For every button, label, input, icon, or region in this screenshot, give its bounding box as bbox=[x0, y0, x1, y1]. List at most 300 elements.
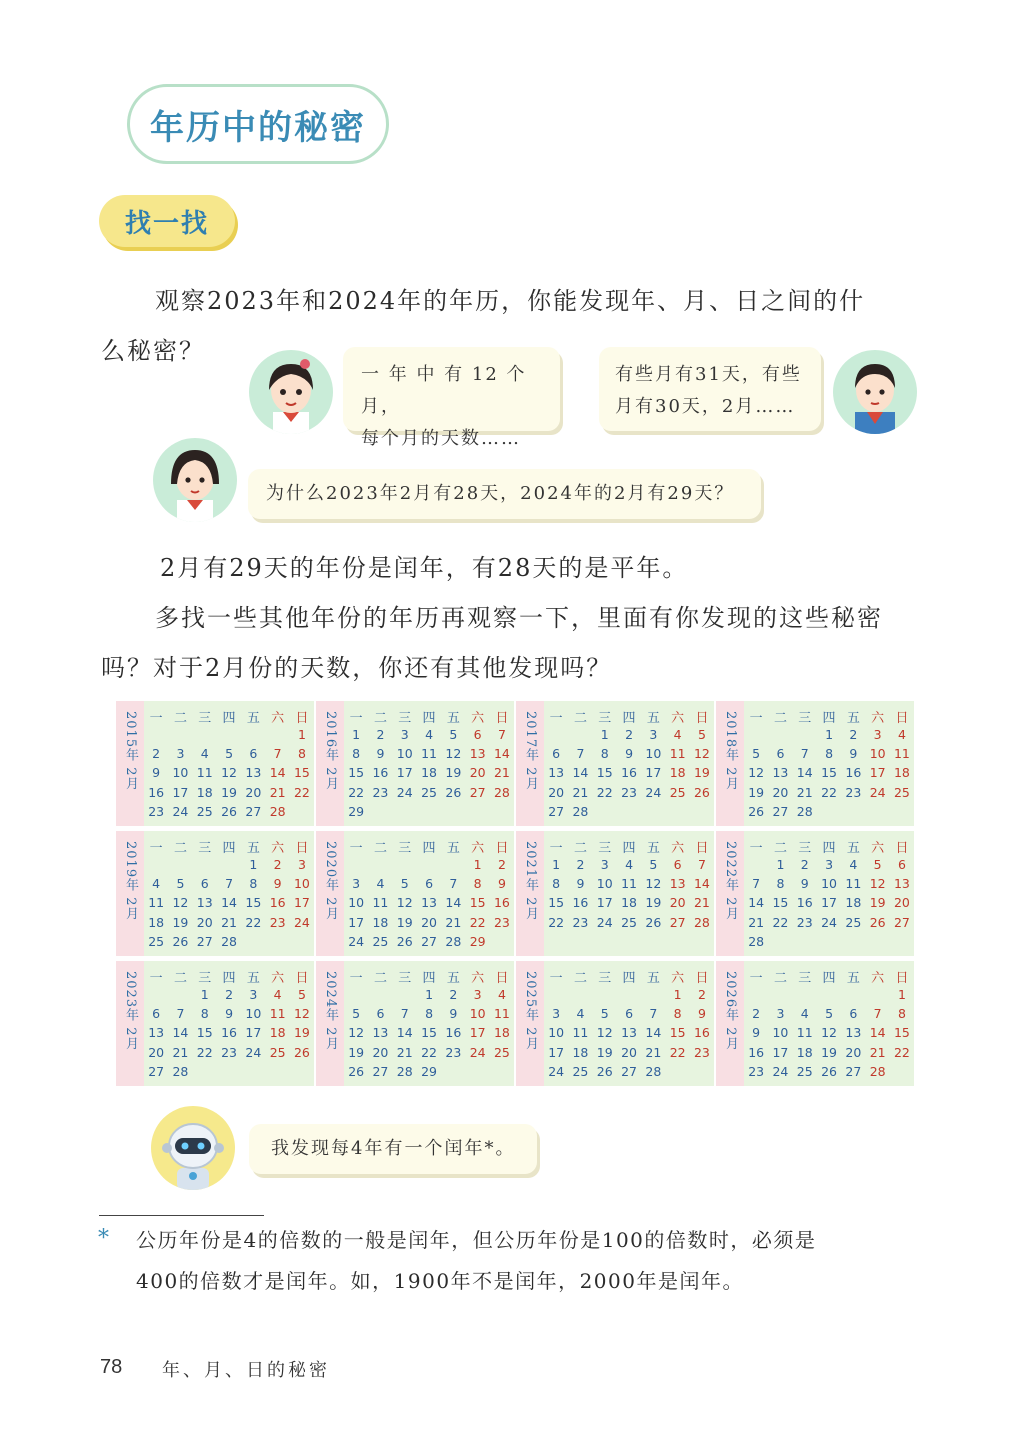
day-cell: 28 bbox=[572, 803, 589, 819]
day-cell: 7 bbox=[800, 746, 809, 762]
month-label-text: 2025年 2月 bbox=[523, 971, 538, 1051]
weekday-header: 四 bbox=[622, 841, 636, 856]
weekday-header: 五 bbox=[646, 971, 660, 986]
day-cell: 6 bbox=[473, 727, 482, 742]
day-cell: 27 bbox=[893, 914, 910, 930]
robot-avatar bbox=[151, 1106, 235, 1190]
day-cell: 12 bbox=[645, 876, 662, 892]
weekday-header: 四 bbox=[222, 711, 236, 726]
day-cell: 5 bbox=[697, 727, 706, 742]
day-cell: 23 bbox=[693, 1044, 710, 1060]
day-cell: 16 bbox=[493, 895, 510, 911]
month-days bbox=[144, 701, 314, 826]
day-cell: 18 bbox=[669, 765, 686, 781]
weekday-header: 日 bbox=[695, 841, 709, 856]
day-cell: 1 bbox=[776, 857, 785, 872]
day-cell: 6 bbox=[897, 857, 906, 872]
day-cell: 13 bbox=[245, 765, 262, 781]
day-cell: 2 bbox=[752, 1006, 761, 1022]
day-cell: 6 bbox=[625, 1006, 634, 1022]
month-calendar bbox=[116, 831, 314, 956]
day-cell: 22 bbox=[196, 1044, 213, 1060]
weekday-header: 四 bbox=[622, 711, 636, 726]
day-cell: 8 bbox=[600, 746, 609, 762]
day-cell: 13 bbox=[148, 1025, 165, 1041]
bubble-text: 我发现每4年有一个闰年*。 bbox=[271, 1138, 516, 1159]
day-cell: 20 bbox=[893, 895, 910, 911]
month-calendar bbox=[116, 961, 314, 1086]
day-cell: 5 bbox=[352, 1006, 361, 1022]
day-cell: 21 bbox=[645, 1044, 662, 1060]
day-cell: 17 bbox=[821, 895, 837, 911]
day-cell: 14 bbox=[221, 895, 237, 911]
day-cell: 7 bbox=[576, 746, 585, 762]
day-cell: 12 bbox=[172, 895, 189, 911]
speech-bubble-boy bbox=[599, 347, 821, 431]
day-cell: 9 bbox=[497, 876, 506, 892]
day-cell: 2 bbox=[849, 727, 858, 742]
day-cell: 4 bbox=[376, 876, 385, 892]
day-cell: 10 bbox=[596, 876, 613, 892]
day-cell: 24 bbox=[772, 1063, 789, 1079]
day-cell: 13 bbox=[469, 746, 486, 762]
month-label-text: 2016年 2月 bbox=[323, 711, 338, 791]
weekday-header: 二 bbox=[573, 971, 587, 986]
day-cell: 6 bbox=[376, 1006, 385, 1022]
day-cell: 7 bbox=[225, 876, 234, 892]
prompt-line-2: 吗？对于2月份的天数，你还有其他发现吗？ bbox=[101, 654, 613, 682]
day-cell: 26 bbox=[445, 784, 462, 800]
month-label bbox=[716, 701, 744, 826]
day-cell: 18 bbox=[372, 914, 389, 930]
day-cell: 2 bbox=[376, 727, 385, 742]
day-cell: 10 bbox=[645, 746, 662, 762]
day-cell: 2 bbox=[152, 746, 161, 762]
day-cell: 2 bbox=[225, 987, 234, 1002]
day-cell: 7 bbox=[497, 727, 506, 742]
day-cell: 21 bbox=[221, 914, 237, 930]
day-cell: 28 bbox=[693, 914, 710, 930]
day-cell: 19 bbox=[693, 765, 710, 781]
month-label bbox=[316, 701, 344, 826]
weekday-header: 三 bbox=[798, 841, 812, 856]
day-cell: 25 bbox=[372, 933, 389, 949]
day-cell: 28 bbox=[221, 933, 237, 949]
day-cell: 21 bbox=[445, 914, 462, 930]
day-cell: 6 bbox=[849, 1006, 858, 1022]
day-cell: 6 bbox=[200, 876, 209, 892]
day-cell: 26 bbox=[172, 933, 189, 949]
weekday-header: 一 bbox=[349, 711, 363, 726]
day-cell: 8 bbox=[425, 1006, 434, 1022]
day-cell: 12 bbox=[748, 765, 765, 781]
day-cell: 4 bbox=[673, 727, 682, 742]
day-cell: 14 bbox=[796, 765, 813, 781]
weekday-header: 二 bbox=[573, 711, 587, 726]
day-cell: 15 bbox=[548, 895, 565, 911]
day-cell: 5 bbox=[176, 876, 185, 892]
day-cell: 21 bbox=[172, 1044, 189, 1060]
day-cell: 10 bbox=[469, 1006, 486, 1022]
day-cell: 3 bbox=[873, 727, 882, 742]
day-cell: 7 bbox=[649, 1006, 658, 1022]
day-cell: 18 bbox=[845, 895, 862, 911]
weekday-header: 三 bbox=[398, 971, 412, 986]
month-calendar bbox=[716, 701, 914, 826]
day-cell: 20 bbox=[421, 914, 437, 930]
intro-line-1: 观察2023年和2024年的年历，你能发现年、月、日之间的什 bbox=[155, 287, 866, 315]
day-cell: 4 bbox=[897, 727, 906, 742]
month-calendar bbox=[316, 961, 514, 1086]
weekday-header: 四 bbox=[822, 711, 836, 726]
day-cell: 23 bbox=[269, 914, 286, 930]
day-cell: 28 bbox=[869, 1063, 886, 1079]
day-cell: 7 bbox=[873, 1006, 882, 1022]
day-cell: 16 bbox=[445, 1025, 462, 1041]
month-label bbox=[116, 831, 144, 956]
day-cell: 28 bbox=[269, 803, 286, 819]
day-cell: 25 bbox=[893, 784, 910, 800]
day-cell: 18 bbox=[893, 765, 910, 781]
weekday-header: 日 bbox=[295, 971, 309, 986]
day-cell: 14 bbox=[572, 765, 589, 781]
day-cell: 1 bbox=[200, 987, 209, 1002]
day-cell: 21 bbox=[396, 1044, 413, 1060]
day-cell: 10 bbox=[869, 746, 886, 762]
weekday-header: 六 bbox=[871, 841, 885, 856]
weekday-header: 一 bbox=[149, 971, 163, 986]
weekday-header: 三 bbox=[798, 711, 812, 726]
day-cell: 22 bbox=[469, 914, 486, 930]
day-cell: 17 bbox=[869, 765, 886, 781]
weekday-header: 六 bbox=[271, 971, 285, 986]
day-cell: 27 bbox=[372, 1063, 389, 1079]
day-cell: 27 bbox=[245, 803, 262, 819]
weekday-header: 四 bbox=[822, 841, 836, 856]
day-cell: 22 bbox=[245, 914, 262, 930]
boy-face-icon bbox=[833, 350, 917, 434]
day-cell: 23 bbox=[493, 914, 510, 930]
day-cell: 26 bbox=[821, 1063, 837, 1079]
day-cell: 18 bbox=[148, 914, 165, 930]
day-cell: 11 bbox=[269, 1006, 286, 1022]
day-cell: 10 bbox=[396, 746, 413, 762]
weekday-header: 三 bbox=[598, 841, 612, 856]
month-label-text: 2019年 2月 bbox=[123, 841, 138, 921]
day-cell: 11 bbox=[196, 765, 213, 781]
day-cell: 13 bbox=[621, 1025, 637, 1041]
day-cell: 23 bbox=[372, 784, 389, 800]
month-label bbox=[716, 831, 744, 956]
day-cell: 4 bbox=[576, 1006, 585, 1022]
day-cell: 24 bbox=[396, 784, 413, 800]
weekday-header: 四 bbox=[622, 971, 636, 986]
section-title: 找一找 bbox=[124, 208, 209, 239]
day-cell: 2 bbox=[449, 987, 458, 1002]
day-cell: 13 bbox=[772, 765, 789, 781]
weekday-header: 五 bbox=[446, 711, 460, 726]
weekday-header: 一 bbox=[149, 841, 163, 856]
weekday-header: 四 bbox=[822, 971, 836, 986]
day-cell: 13 bbox=[893, 876, 910, 892]
day-cell: 19 bbox=[293, 1025, 310, 1041]
day-cell: 26 bbox=[596, 1063, 613, 1079]
day-cell: 22 bbox=[293, 784, 310, 800]
day-cell: 4 bbox=[625, 857, 634, 872]
weekday-header: 五 bbox=[246, 841, 260, 856]
day-cell: 7 bbox=[400, 1006, 409, 1022]
weekday-header: 二 bbox=[173, 971, 187, 986]
girl-2-avatar bbox=[153, 438, 237, 522]
speech-bubble-robot bbox=[249, 1124, 537, 1174]
weekday-header: 一 bbox=[549, 841, 563, 856]
day-cell: 7 bbox=[176, 1006, 185, 1022]
day-cell: 19 bbox=[221, 784, 237, 800]
day-cell: 17 bbox=[645, 765, 662, 781]
day-cell: 27 bbox=[669, 914, 686, 930]
day-cell: 4 bbox=[425, 727, 434, 742]
day-cell: 3 bbox=[825, 857, 834, 872]
weekday-header: 二 bbox=[373, 841, 387, 856]
day-cell: 11 bbox=[493, 1006, 510, 1022]
day-cell: 1 bbox=[352, 727, 361, 742]
day-cell: 5 bbox=[225, 746, 234, 762]
day-cell: 15 bbox=[293, 765, 310, 781]
day-cell: 11 bbox=[893, 746, 910, 762]
day-cell: 6 bbox=[776, 746, 785, 762]
day-cell: 29 bbox=[421, 1063, 437, 1079]
weekday-header: 四 bbox=[422, 841, 436, 856]
day-cell: 5 bbox=[873, 857, 882, 872]
day-cell: 24 bbox=[548, 1063, 565, 1079]
bubble-text-line: 有些月有31天，有些 bbox=[615, 364, 802, 385]
day-cell: 25 bbox=[196, 803, 213, 819]
weekday-header: 三 bbox=[798, 971, 812, 986]
day-cell: 26 bbox=[348, 1063, 365, 1079]
day-cell: 3 bbox=[249, 987, 258, 1002]
weekday-header: 日 bbox=[895, 971, 909, 986]
day-cell: 4 bbox=[497, 987, 506, 1002]
month-label-text: 2015年 2月 bbox=[123, 711, 138, 791]
day-cell: 14 bbox=[645, 1025, 662, 1041]
day-cell: 20 bbox=[196, 914, 213, 930]
day-cell: 14 bbox=[493, 746, 510, 762]
day-cell: 11 bbox=[372, 895, 389, 911]
day-cell: 22 bbox=[772, 914, 789, 930]
day-cell: 23 bbox=[845, 784, 862, 800]
day-cell: 12 bbox=[293, 1006, 310, 1022]
day-cell: 23 bbox=[796, 914, 813, 930]
day-cell: 1 bbox=[249, 857, 258, 872]
day-cell: 1 bbox=[297, 727, 306, 742]
weekday-header: 一 bbox=[549, 971, 563, 986]
section-badge bbox=[99, 195, 235, 247]
day-cell: 21 bbox=[493, 765, 510, 781]
day-cell: 14 bbox=[869, 1025, 886, 1041]
day-cell: 28 bbox=[172, 1063, 189, 1079]
day-cell: 8 bbox=[776, 876, 785, 892]
day-cell: 8 bbox=[897, 1006, 906, 1022]
day-cell: 28 bbox=[645, 1063, 662, 1079]
day-cell: 13 bbox=[845, 1025, 862, 1041]
month-days bbox=[744, 701, 914, 826]
weekday-header: 日 bbox=[695, 711, 709, 726]
weekday-header: 六 bbox=[471, 971, 485, 986]
day-cell: 7 bbox=[273, 746, 282, 762]
day-cell: 9 bbox=[752, 1025, 761, 1041]
day-cell: 12 bbox=[596, 1025, 613, 1041]
day-cell: 8 bbox=[249, 876, 258, 892]
day-cell: 22 bbox=[348, 784, 365, 800]
weekday-header: 六 bbox=[471, 711, 485, 726]
day-cell: 13 bbox=[669, 876, 686, 892]
day-cell: 16 bbox=[693, 1025, 710, 1041]
weekday-header: 日 bbox=[295, 711, 309, 726]
day-cell: 21 bbox=[796, 784, 813, 800]
day-cell: 12 bbox=[693, 746, 710, 762]
day-cell: 17 bbox=[245, 1025, 262, 1041]
day-cell: 26 bbox=[869, 914, 886, 930]
day-cell: 25 bbox=[269, 1044, 286, 1060]
month-label bbox=[316, 961, 344, 1086]
day-cell: 22 bbox=[669, 1044, 686, 1060]
day-cell: 14 bbox=[445, 895, 462, 911]
month-label-text: 2021年 2月 bbox=[523, 841, 538, 921]
day-cell: 8 bbox=[352, 746, 361, 762]
day-cell: 23 bbox=[445, 1044, 462, 1060]
day-cell: 2 bbox=[800, 857, 809, 872]
day-cell: 11 bbox=[572, 1025, 589, 1041]
day-cell: 25 bbox=[572, 1063, 589, 1079]
day-cell: 16 bbox=[269, 895, 286, 911]
day-cell: 18 bbox=[421, 765, 437, 781]
day-cell: 3 bbox=[297, 857, 306, 872]
day-cell: 26 bbox=[748, 803, 765, 819]
day-cell: 9 bbox=[225, 1006, 234, 1022]
day-cell: 12 bbox=[445, 746, 462, 762]
day-cell: 1 bbox=[473, 857, 482, 872]
day-cell: 3 bbox=[473, 987, 482, 1002]
weekday-header: 二 bbox=[173, 841, 187, 856]
day-cell: 1 bbox=[897, 987, 906, 1002]
day-cell: 19 bbox=[348, 1044, 365, 1060]
month-days bbox=[744, 831, 914, 956]
weekday-header: 六 bbox=[871, 711, 885, 726]
day-cell: 5 bbox=[600, 1006, 609, 1022]
month-label bbox=[116, 701, 144, 826]
weekday-header: 一 bbox=[349, 971, 363, 986]
weekday-header: 日 bbox=[495, 841, 509, 856]
day-cell: 10 bbox=[548, 1025, 565, 1041]
weekday-header: 日 bbox=[295, 841, 309, 856]
day-cell: 5 bbox=[752, 746, 761, 762]
day-cell: 12 bbox=[869, 876, 886, 892]
weekday-header: 六 bbox=[271, 841, 285, 856]
day-cell: 5 bbox=[400, 876, 409, 892]
day-cell: 11 bbox=[421, 746, 437, 762]
weekday-header: 四 bbox=[422, 711, 436, 726]
weekday-header: 二 bbox=[373, 711, 387, 726]
february-calendar-grid bbox=[116, 701, 914, 1086]
day-cell: 6 bbox=[552, 746, 561, 762]
weekday-header: 六 bbox=[671, 971, 685, 986]
day-cell: 29 bbox=[348, 803, 365, 819]
day-cell: 21 bbox=[748, 914, 765, 930]
weekday-header: 三 bbox=[198, 841, 212, 856]
footnote-mark: * bbox=[98, 1226, 109, 1251]
day-cell: 18 bbox=[493, 1025, 510, 1041]
day-cell: 24 bbox=[293, 914, 310, 930]
day-cell: 17 bbox=[396, 765, 413, 781]
day-cell: 13 bbox=[372, 1025, 389, 1041]
weekday-header: 四 bbox=[422, 971, 436, 986]
girl-face-icon bbox=[249, 350, 333, 434]
speech-bubble-girl-2 bbox=[248, 469, 761, 519]
day-cell: 28 bbox=[493, 784, 510, 800]
day-cell: 25 bbox=[845, 914, 862, 930]
day-cell: 15 bbox=[669, 1025, 686, 1041]
month-days bbox=[544, 831, 714, 956]
day-cell: 7 bbox=[752, 876, 761, 892]
weekday-header: 二 bbox=[773, 711, 787, 726]
bubble-text-line: 每个月的天数…… bbox=[361, 428, 521, 449]
day-cell: 4 bbox=[200, 746, 209, 762]
day-cell: 18 bbox=[196, 784, 213, 800]
day-cell: 24 bbox=[245, 1044, 262, 1060]
leap-year-statement: 2月有29天的年份是闰年，有28天的是平年。 bbox=[160, 554, 689, 582]
day-cell: 5 bbox=[649, 857, 658, 872]
girl-face-icon bbox=[153, 438, 237, 522]
day-cell: 9 bbox=[152, 765, 161, 781]
day-cell: 1 bbox=[825, 727, 834, 742]
weekday-header: 六 bbox=[671, 711, 685, 726]
month-label-text: 2022年 2月 bbox=[723, 841, 738, 921]
day-cell: 20 bbox=[772, 784, 789, 800]
month-calendar bbox=[316, 831, 514, 956]
month-calendar bbox=[716, 831, 914, 956]
day-cell: 15 bbox=[893, 1025, 910, 1041]
day-cell: 29 bbox=[469, 933, 486, 949]
day-cell: 18 bbox=[572, 1044, 589, 1060]
weekday-header: 三 bbox=[198, 971, 212, 986]
weekday-header: 日 bbox=[895, 841, 909, 856]
weekday-header: 四 bbox=[222, 971, 236, 986]
day-cell: 22 bbox=[548, 914, 565, 930]
weekday-header: 五 bbox=[846, 971, 860, 986]
day-cell: 28 bbox=[748, 933, 765, 949]
weekday-header: 五 bbox=[446, 841, 460, 856]
day-cell: 14 bbox=[748, 895, 765, 911]
day-cell: 17 bbox=[172, 784, 189, 800]
day-cell: 11 bbox=[621, 876, 637, 892]
day-cell: 6 bbox=[152, 1006, 161, 1022]
weekday-header: 日 bbox=[495, 971, 509, 986]
weekday-header: 三 bbox=[598, 971, 612, 986]
girl-avatar bbox=[249, 350, 333, 434]
day-cell: 20 bbox=[548, 784, 565, 800]
month-days bbox=[344, 701, 514, 826]
weekday-header: 四 bbox=[222, 841, 236, 856]
day-cell: 14 bbox=[693, 876, 710, 892]
day-cell: 22 bbox=[893, 1044, 910, 1060]
day-cell: 24 bbox=[469, 1044, 486, 1060]
day-cell: 9 bbox=[449, 1006, 458, 1022]
day-cell: 16 bbox=[221, 1025, 237, 1041]
day-cell: 3 bbox=[176, 746, 185, 762]
day-cell: 8 bbox=[200, 1006, 209, 1022]
day-cell: 2 bbox=[625, 727, 634, 742]
page-number: 78 bbox=[100, 1356, 123, 1378]
